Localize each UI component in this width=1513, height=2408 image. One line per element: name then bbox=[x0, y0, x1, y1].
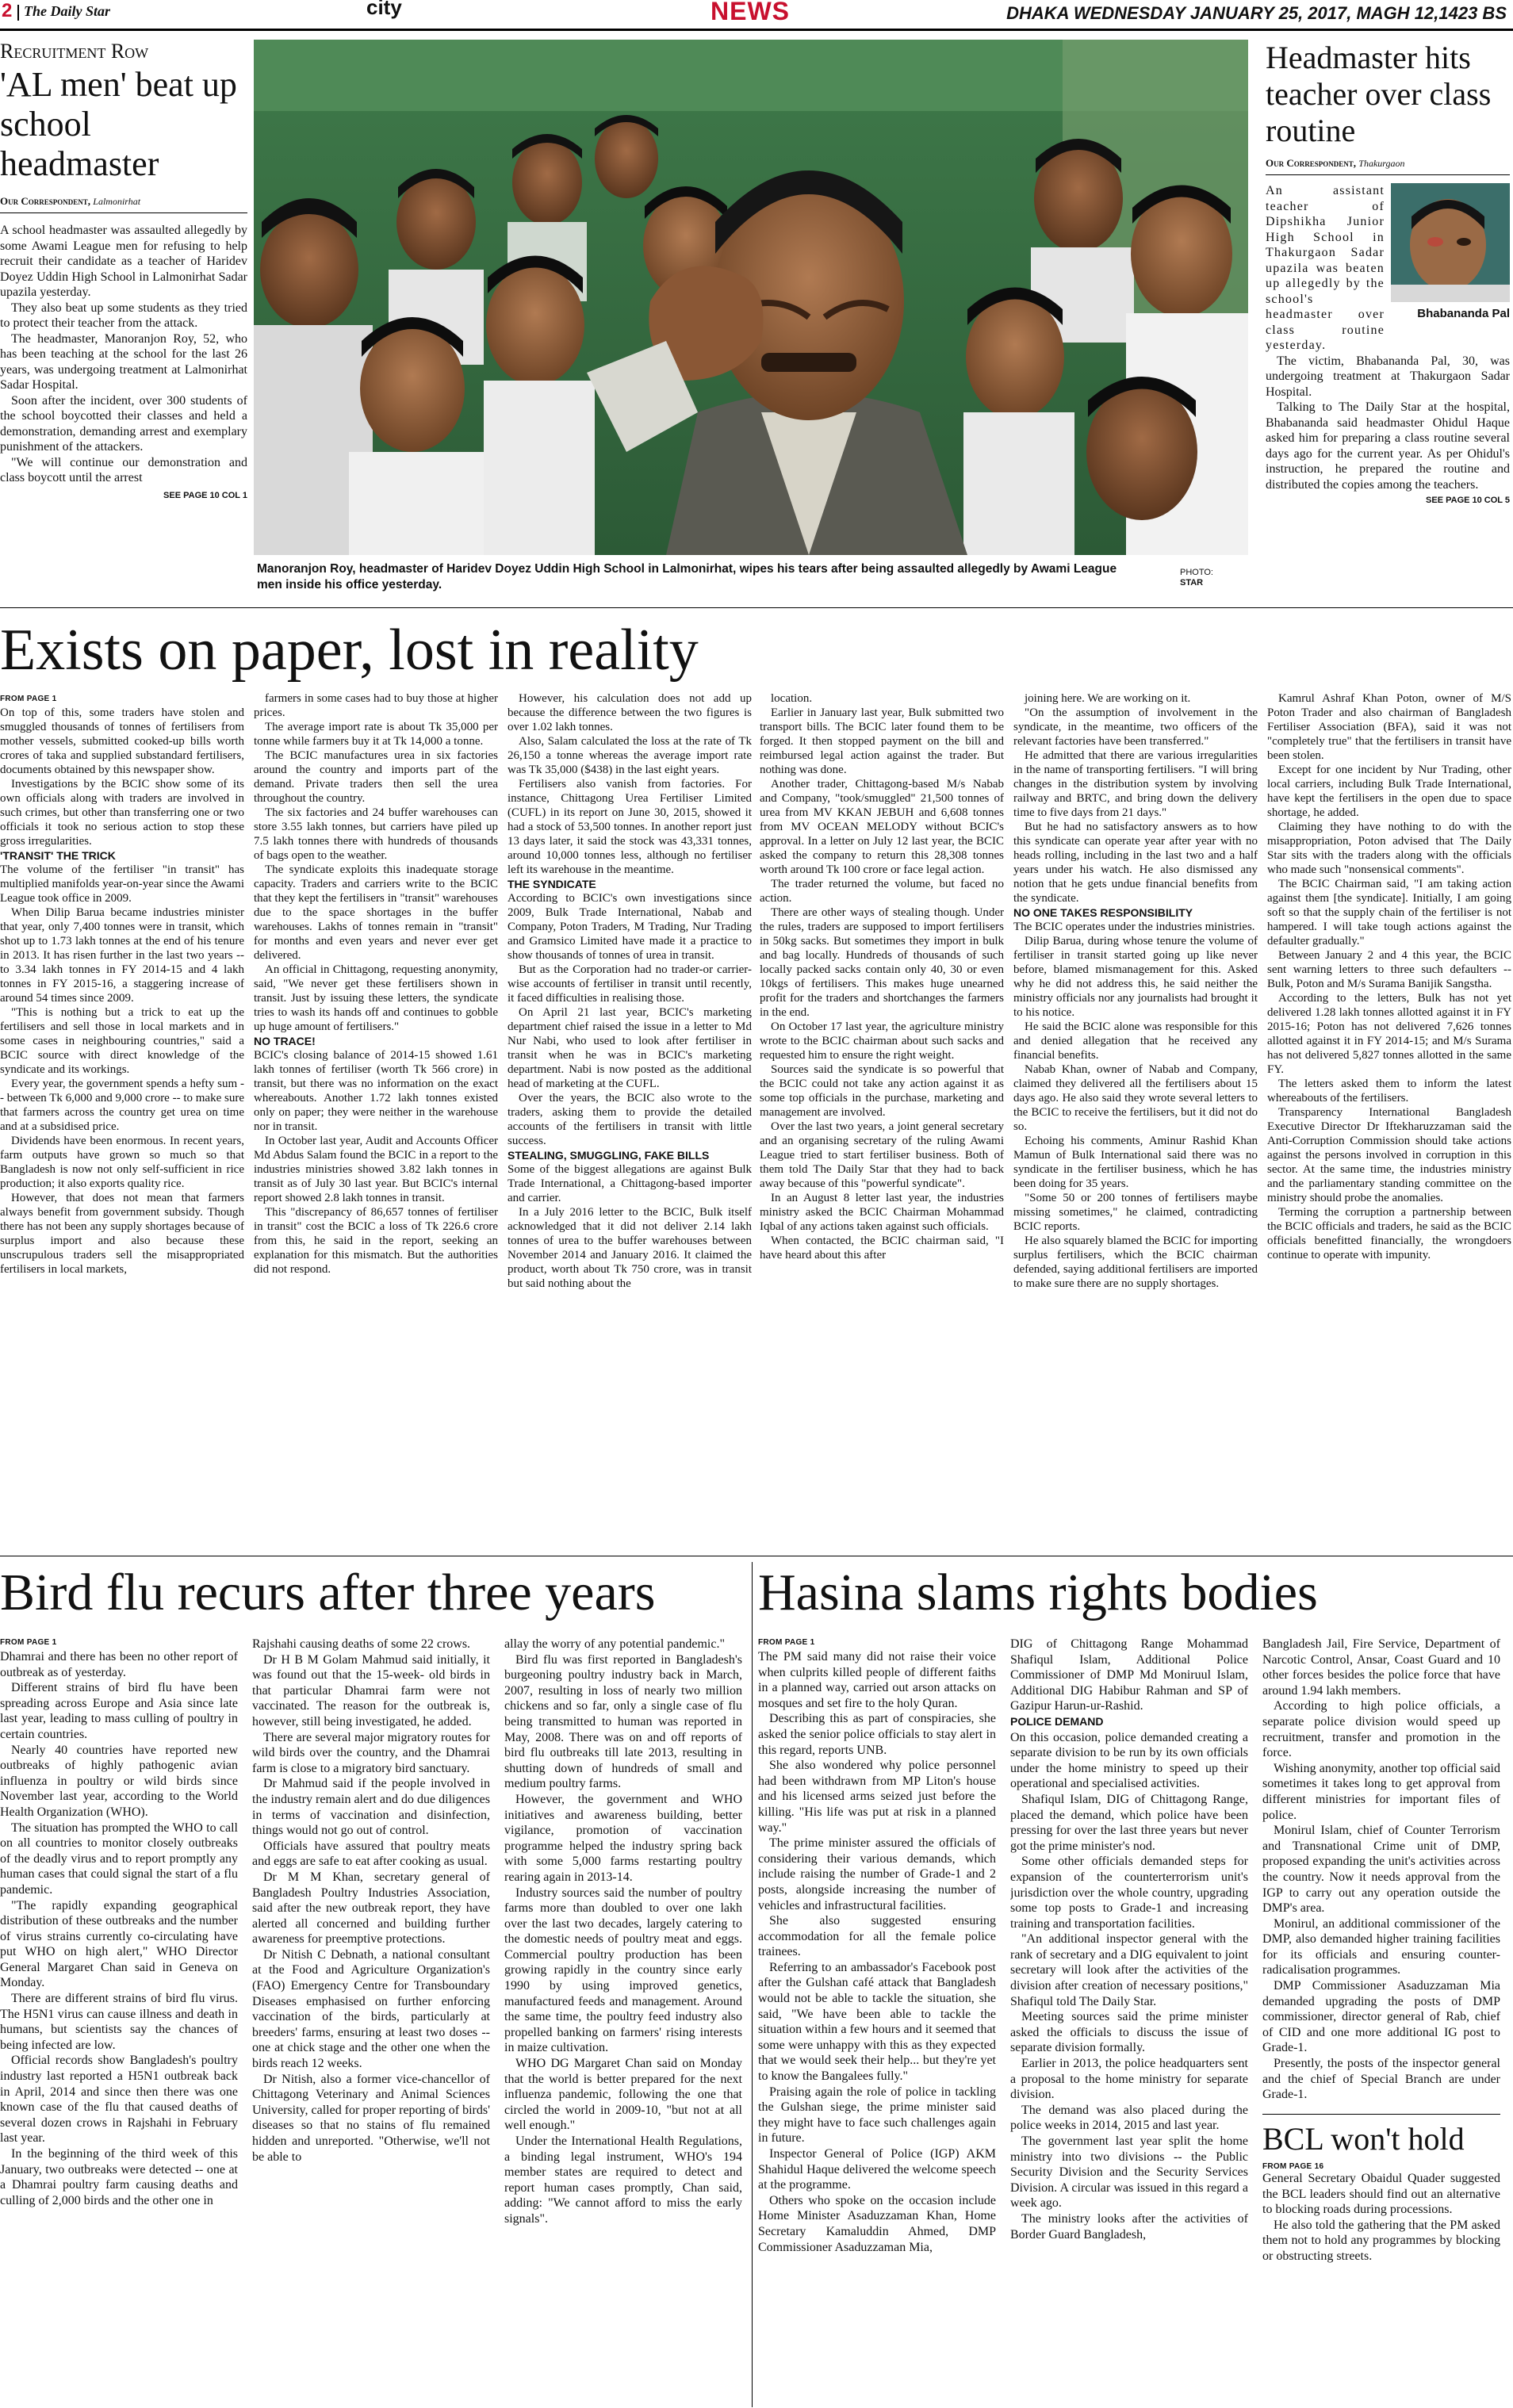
body-paragraph: The trader returned the volume, but faced no action. bbox=[760, 878, 1004, 905]
body-paragraph: In an August 8 letter last year, the industries ministry asked the BCIC Chairman Mohammad Iqbal of any actions taken against such officials. bbox=[760, 1192, 1004, 1233]
body-paragraph: joining here. We are working on it. bbox=[1025, 692, 1191, 705]
photo-credit-source: STAR bbox=[1180, 578, 1204, 588]
body-paragraph: The letters asked them to inform the latest whereabouts of the fertilisers. bbox=[1267, 1078, 1511, 1104]
body-paragraph: Earlier in January last year, Bulk submitted two transport bills. The BCIC later found them to be forged. It then stopped payment on the bill and reimbursed legal action against the trader. But nothing was done. bbox=[760, 706, 1004, 776]
body-paragraph: Echoing his comments, Aminur Rashid Khan Mamun of Bulk International said there was no syndicate in the fertiliser business, which he has been doing for 35 years. bbox=[1013, 1135, 1258, 1190]
body-paragraph: An assistant teacher of Dipshikha Junior High School in Thakurgaon Sadar upazila was beaten up allegedly by the school's headmaster over class routine yesterday. bbox=[1266, 184, 1385, 352]
body-paragraph: Nearly 40 countries have reported new outbreaks of highly pathogenic avian influenza in poultry or wild birds since November last year, according to the World Health Organization (WHO). bbox=[0, 1743, 238, 1819]
body-paragraph: The BCIC operates under the industries ministries. bbox=[1013, 921, 1255, 933]
story-column bbox=[504, 1637, 742, 2406]
body-paragraph: Dr M M Khan, secretary general of Bangladesh Poultry Industries Association, said after the new outbreak report, they have alerted all concerned and building further awareness for preemptive protections. bbox=[252, 1870, 490, 1947]
body-paragraph: An official in Chittagong, requesting anonymity, said, "We never get these fertilisers shown in transit. Just by issuing these letters, the syndicate tries to wash its hands off and continues to gobble up huge amount of fertilisers." bbox=[254, 963, 498, 1033]
paper-name-logo: The Daily Star bbox=[24, 3, 111, 19]
body-paragraph: This "discrepancy of 86,657 tonnes of fertiliser in transit" cost the BCIC a loss of Tk 226.6 crore from this, he said in the report, seeking an explanation for this mismatch. But the authorities did not respond. bbox=[254, 1206, 498, 1276]
body-paragraph: Different strains of bird flu have been spreading across Europe and Asia since late last year, leading to mass culling of poultry in certain countries. bbox=[0, 1681, 238, 1741]
body-paragraph: "Some 50 or 200 tonnes of fertilisers maybe missing sometimes," he claimed, contradicting BCIC reports. bbox=[1013, 1192, 1258, 1233]
page-number: 2 bbox=[2, 0, 13, 21]
body-paragraph: A school headmaster was assaulted allegedly by some Awami League men for refusing to help recruit their candidate as a teacher of Haridev Doyez Uddin High School in Lalmonirhat Sadar upazila yesterday. bbox=[0, 224, 247, 299]
body-paragraph: The government last year split the home ministry into two divisions -- the Public Security Division and the Security Services Division. A circular was issued in this regard a week ago. bbox=[1010, 2134, 1248, 2211]
body-paragraph: There are several major migratory routes for wild birds over the country, and the Dhamrai farm is close to a migratory bird sanctuary. bbox=[252, 1730, 490, 1775]
portrait-photo bbox=[1391, 183, 1510, 320]
section-subhead: 'TRANSIT' THE TRICK bbox=[0, 849, 116, 862]
body-paragraph: The ministry looks after the activities of Border Guard Bangladesh, bbox=[1010, 2211, 1248, 2241]
story-column bbox=[254, 691, 498, 1548]
story-byline bbox=[1266, 157, 1510, 175]
main-photo bbox=[254, 40, 1248, 555]
story-column bbox=[252, 1637, 490, 2406]
body-paragraph: On April 21 last year, BCIC's marketing department chief raised the issue in a letter to Md Nur Nabi, who used to look after fertiliser in transit when he was in BCIC's marketing department. Nabi is now posted as the additional head of marketing at the CUFL. bbox=[508, 1006, 752, 1090]
body-paragraph: But he had no satisfactory answers as to how this syndicate can operate year after year with no heads rolling, including in the last two and a half years under his watch. He also dismissed any notion that he gets undue financial benefits from the syndicate. bbox=[1013, 821, 1258, 905]
body-paragraph: "The rapidly expanding geographical distribution of these outbreaks and the number of virus strains currently co-circulating have put WHO on high alert," WHO Director General Margaret Chan said in Geneva on Monday. bbox=[0, 1898, 238, 1990]
body-paragraph: Another trader, Chittagong-based M/s Nabab and Company, "took/smuggled" 21,500 tonnes of urea from MV KKAN JEBUH and 6,608 tonnes from MV OCEAN MELODY without BCIC's approval. In a letter on July 12 last year, the BCIC asked the company to return this 28,308 tonnes worth around Tk 100 crore or face legal action. bbox=[760, 778, 1004, 876]
story-column bbox=[0, 706, 244, 1548]
from-page-label: FROM PAGE 1 bbox=[758, 1638, 815, 1647]
body-paragraph: There are other ways of stealing though. Under the rules, traders are supposed to import fertilisers in 50kg sacks. But sometimes they import in bulk and bag locally. Hundreds of thousands of such locally packed sacks contain only 40, 30 or even 10kgs of fertilisers. This makes huge unearned profit for the traders and shortchanges the farmers in the end. bbox=[760, 906, 1004, 1019]
story-column bbox=[1262, 1637, 1500, 2111]
body-paragraph: Except for one incident by Nur Trading, other local carriers, including Bulk Trade International, have kept the fertilisers in the open due to space shortage, he added. bbox=[1267, 764, 1511, 819]
body-paragraph: Describing this as part of conspiracies, she asked the senior police officials to stay alert in this regard, reports UNB. bbox=[758, 1712, 996, 1757]
body-paragraph: farmers in some cases had to buy those at higher prices. bbox=[254, 692, 498, 719]
body-paragraph: Every year, the government spends a hefty sum -- between Tk 6,000 and 9,000 crore -- to make sure that farmers across the country get urea on time and at a subsidised price. bbox=[0, 1078, 244, 1133]
story-headline: 'AL men' beat up school headmaster bbox=[0, 65, 237, 183]
body-paragraph: "An additional inspector general with the rank of secretary and a DIG equivalent to joint secretary will look after the activities of the division after creation of necessary positions," Shafiqul told The Daily Star. bbox=[1010, 1932, 1248, 2008]
section-center: NEWS bbox=[711, 0, 790, 25]
body-paragraph: "On the assumption of involvement in the syndicate, in the meantime, two officers of the relevant factories have been transferred." bbox=[1013, 706, 1258, 748]
body-paragraph: DIG of Chittagong Range Mohammad Shafiqul Islam, Additional Police Commissioner of DMP Md Moniruul Islam, Additional DIG Habibur Rahman and SP of Gazipur Harun-ur-Rashid. bbox=[1010, 1637, 1248, 1713]
section-subhead: NO TRACE! bbox=[254, 1035, 316, 1047]
body-paragraph: On October 17 last year, the agriculture ministry wrote to the BCIC chairman about such sacks and requested him to ensure the right weight. bbox=[760, 1020, 1004, 1062]
body-paragraph: Soon after the incident, over 300 students of the school boycotted their classes and held a demonstration, demanding arrest and exemplary punishment of the attackers. bbox=[0, 393, 247, 454]
story-column bbox=[1013, 691, 1258, 1548]
body-paragraph: Rajshahi causing deaths of some 22 crows. bbox=[252, 1637, 471, 1651]
body-paragraph: Talking to The Daily Star at the hospital, Bhabananda said headmaster Ohidul Haque asked him for preparing a class routine several days ago for the current year. As per Ohidul's instruction, he prepared the routine and distributed the copies among the teachers. bbox=[1266, 400, 1510, 492]
story-column bbox=[1267, 691, 1511, 1548]
photo-caption: Manoranjon Roy, headmaster of Haridev Doyez Uddin High School in Lalmonirhat, wipes his tears after being assaulted allegedly by Awami League men inside his office yesterday. bbox=[257, 562, 1117, 591]
body-paragraph: Dividends have been enormous. In recent years, farm outputs have grown so much so that Bangladesh is now not only self-sufficient in rice production; it also exports quality rice. bbox=[0, 1135, 244, 1190]
body-paragraph: In the beginning of the third week of this January, two outbreaks were detected -- one at a Dhamrai poultry farm causing deaths and culling of 2,000 birds and the other one in bbox=[0, 2147, 238, 2207]
section-subhead: STEALING, SMUGGLING, FAKE BILLS bbox=[508, 1149, 710, 1162]
body-paragraph: General Secretary Obaidul Quader suggested the BCL leaders should find out an alternative to blocking roads during processions. bbox=[1262, 2172, 1500, 2217]
byline-author: Our Correspondent, bbox=[0, 195, 91, 207]
portrait-bhabananda-illustration bbox=[1391, 183, 1510, 302]
body-paragraph: Shafiqul Islam, DIG of Chittagong Range, placed the demand, which police have been pressing for over the last three years but never got the prime minister's nod. bbox=[1010, 1792, 1248, 1853]
story-headline-bird-flu: Bird flu recurs after three years bbox=[0, 1564, 656, 1621]
body-paragraph: Over the last two years, a joint general secretary and an organising secretary of the ruling Awami League tried to start fertiliser business. Both of them told The Daily Star that they had to back away because of this "powerful syndicate". bbox=[760, 1120, 1004, 1190]
body-paragraph: Officials have assured that poultry meats and eggs are safe to eat after cooking as usual. bbox=[252, 1839, 490, 1869]
body-paragraph: Dr Nitish C Debnath, a national consultant at the Food and Agriculture Organization's (FAO) Emergency Centre for Transboundary Diseases emphasised on further enforcing vaccination of the birds, particularly at breeders' farms, ensuring at least two doses -- one at chick stage and the other one when the birds reach 12 weeks. bbox=[252, 1947, 490, 2071]
body-paragraph: He said the BCIC alone was responsible for this and denied allegation that he received any financial benefits. bbox=[1013, 1020, 1258, 1062]
story-bird-flu-body bbox=[0, 1637, 745, 2406]
body-paragraph: Fertilisers also vanish from factories. For instance, Chittagong Urea Fertiliser Limited (CUFL) in its report on June 30, 2015, showed it had a stock of 53,500 tonnes. In another report just 13 days later, it said the stock was 43,331 tonnes, around 10,000 tonnes less, although no fertiliser left its warehouse in the meantime. bbox=[508, 778, 752, 876]
from-page-label: FROM PAGE 1 bbox=[0, 1638, 57, 1647]
story-fertiliser-body bbox=[0, 691, 1513, 1549]
story-body bbox=[0, 223, 247, 486]
body-paragraph: Inspector General of Police (IGP) AKM Shahidul Haque delivered the welcome speech at the programme. bbox=[758, 2147, 996, 2192]
body-paragraph: Bangladesh Jail, Fire Service, Department of Narcotic Control, Ansar, Coast Guard and 10 other forces besides the police force that have around 1.94 lakh members. bbox=[1262, 1637, 1500, 1698]
body-paragraph: Dr H B M Golam Mahmud said initially, it was found out that the 15-week- old birds in that particular Dhamrai farm were not vaccinated. The reason for the outbreak is, however, still being investigated, he added. bbox=[252, 1652, 490, 1728]
portrait-caption: Bhabananda Pal bbox=[1417, 307, 1510, 320]
body-paragraph: When Dilip Barua became industries minister that year, only 7,400 tonnes were in transit, which shot up to 1.73 lakh tonnes at the end of his tenure in 2013. It has risen further in the last two years -- to 3.34 lakh tonnes in FY 2014-15 and 4 lakh tonnes in FY 2015-16, a staggering increase of around 54 times since 2009. bbox=[0, 906, 244, 1005]
body-paragraph: location. bbox=[771, 692, 813, 705]
body-paragraph: Praising again the role of police in tackling the Gulshan siege, the prime minister said they might have to face such challenges again in future. bbox=[758, 2085, 996, 2146]
story-bcl bbox=[1262, 2114, 1500, 2406]
story-column bbox=[760, 691, 1004, 1548]
story-body bbox=[1262, 2171, 1500, 2264]
story-column bbox=[508, 691, 752, 1548]
body-paragraph: Industry sources said the number of poultry farms more than doubled to over one lakh over the last two decades, largely catering to the domestic needs of poultry meat and eggs. Commercial poultry production has been growing rapidly in the country since early 1990 by using improved genetics, manufactured feeds and management. Around the same time, the poultry feed industry also propelled banking on farmers' rising interests in maize cultivation. bbox=[504, 1885, 742, 2055]
story-headline: Headmaster hits teacher over class routine bbox=[1266, 40, 1492, 148]
body-paragraph: Also, Salam calculated the loss at the rate of Tk 26,150 a tonne whereas the average import rate was Tk 35,000 ($438) in the last eight years. bbox=[508, 735, 752, 776]
from-page-label: FROM PAGE 1 bbox=[0, 695, 57, 703]
body-paragraph: Earlier in 2013, the police headquarters sent a proposal to the home ministry for separate division. bbox=[1010, 2057, 1248, 2102]
from-page-label: FROM PAGE 16 bbox=[1262, 2162, 1324, 2171]
story-column bbox=[0, 1649, 238, 2406]
body-paragraph: Others who spoke on the occasion include Home Minister Asaduzzaman Khan, Home Secretary Kamaluddin Ahmed, DMP Commissioner Asaduzzaman Mia, bbox=[758, 2193, 996, 2254]
body-paragraph: Over the years, the BCIC also wrote to the traders, asking them to provide the detailed accounts of the fertilisers in transit with little success. bbox=[508, 1092, 752, 1147]
photo-credit-label: PHOTO: bbox=[1180, 568, 1213, 577]
body-paragraph: However, the government and WHO initiatives and awareness building, better vigilance, promotion of vaccination programme helped the industry spring back with some 5,000 farms restarting poultry rearing again in 2013-14. bbox=[504, 1792, 742, 1884]
body-paragraph: When contacted, the BCIC chairman said, "I have heard about this after bbox=[760, 1235, 1004, 1261]
body-paragraph: The PM said many did not raise their voice when culprits killed people of different faiths in a planned way, carried out arson attacks on mosques and set fire to the holy Quran. bbox=[758, 1650, 996, 1710]
body-paragraph: Between January 2 and 4 this year, the BCIC sent warning letters to three such defaulters -- Bulk, Poton and M/s Surama Banijik Sangstha. bbox=[1267, 949, 1511, 990]
body-paragraph: Dhamrai and there has been no other report of outbreak as of yesterday. bbox=[0, 1650, 238, 1679]
byline-author: Our Correspondent, bbox=[1266, 157, 1357, 169]
body-paragraph: However, his calculation does not add up because the difference between the two figures is over 1.02 lakh tonnes. bbox=[508, 692, 752, 733]
story-headline-hasina: Hasina slams rights bodies bbox=[758, 1564, 1318, 1621]
body-paragraph: They also beat up some students as they tried to protect their teacher from the attack. bbox=[0, 301, 247, 330]
story-column bbox=[758, 1649, 996, 2406]
body-paragraph: On this occasion, police demanded creating a separate division to be run by its own officials under the home ministry to speed up their operational and specialised activities. bbox=[1010, 1730, 1248, 1791]
body-paragraph: The victim, Bhabananda Pal, 30, was undergoing treatment at Thakurgaon Sadar Hospital. bbox=[1266, 354, 1510, 399]
body-paragraph: Nabab Khan, owner of Nabab and Company, claimed they delivered all the fertilisers about 15 days ago. He also said they wrote several letters to the BCIC to receive the fertilisers, but it did not do so. bbox=[1013, 1063, 1258, 1133]
story-headline-fertiliser: Exists on paper, lost in reality bbox=[0, 618, 699, 683]
body-paragraph: Kamrul Ashraf Khan Poton, owner of M/S Poton Trader and also chairman of Bangladesh Fertiliser Association (BFA), said it was not "completely true" that the fertilisers in transit have been stolen. bbox=[1267, 692, 1511, 762]
body-paragraph: He also squarely blamed the BCIC for importing surplus fertilisers, which the BCIC chairman defended, saying additional fertilisers are imported to make sure there are no supply shortages. bbox=[1013, 1235, 1258, 1290]
dateline: DHAKA WEDNESDAY JANUARY 25, 2017, MAGH 12,1423 BS bbox=[1006, 3, 1507, 23]
see-page-link[interactable]: SEE PAGE 10 COL 5 bbox=[1426, 496, 1510, 505]
body-paragraph: Presently, the posts of the inspector general and the chief of Special Branch are under Grade-1. bbox=[1262, 2057, 1500, 2102]
body-paragraph: The headmaster, Manoranjon Roy, 52, who has been teaching at the school for the last 26 years, was undergoing treatment at Lalmonirhat Sadar Hospital. bbox=[0, 331, 247, 392]
body-paragraph: He also told the gathering that the PM asked them not to hold any programmes by blocking or obstructing streets. bbox=[1262, 2218, 1500, 2263]
body-paragraph: However, that does not mean that farmers always benefit from government subsidy. Though there has not been any supply shortages because of surplus import and also because these unscrupulous traders sell the misappropriated fertilisers in local markets, bbox=[0, 1192, 244, 1276]
body-paragraph: Dr Mahmud said if the people involved in the industry remain alert and do due diligences in terms of vaccination and disinfection, things would not go out of control. bbox=[252, 1777, 490, 1838]
body-paragraph: WHO DG Margaret Chan said on Monday that the world is better prepared for the next influenza pandemic, following the one that circled the world in 2009-10, "but not at all well enough." bbox=[504, 2057, 742, 2133]
body-paragraph: Some other officials demanded steps for expansion of the counterterrorism unit's jurisdiction over the whole country, upgrading some top posts to Grade-1 and increasing training and transportation facilities. bbox=[1010, 1855, 1248, 1931]
page-number-divider bbox=[17, 5, 19, 21]
body-paragraph: Meeting sources said the prime minister asked the officials to discuss the issue of separate division formally. bbox=[1010, 2010, 1248, 2055]
body-paragraph: Dilip Barua, during whose tenure the volume of fertiliser in transit started going up like never before, blamed mismanagement for this. Asked why he did not address this, he said neither the ministry officials nor any journalists had brought it to his notice. bbox=[1013, 935, 1258, 1019]
body-paragraph: Investigations by the BCIC show some of its own officials along with traders are involved in such crimes, but other than transferring one or two officials it took no serious action to stop these gross irregularities. bbox=[0, 778, 244, 848]
body-paragraph: The prime minister assured the officials of considering their various demands, which include raising the number of Grade-1 and 2 posts, alongside increasing the number of vehicles and infrastructural facilities. bbox=[758, 1836, 996, 1912]
body-paragraph: The BCIC Chairman said, "I am taking action against them [the syndicate]. Initially, I am going soft so that the supply chain of the fertiliser is not hampered. I will take tough actions against the defaulter gradually." bbox=[1267, 878, 1511, 948]
body-paragraph: Monirul Islam, chief of Counter Terrorism and Transnational Crime unit of DMP, proposed expanding the unit's activities across the country. Now it needs approval from the IGP to carry out any operation outside the DMP's area. bbox=[1262, 1824, 1500, 1916]
section-subhead: THE SYNDICATE bbox=[508, 878, 596, 890]
body-paragraph: Claiming they have nothing to do with the misappropriation, Poton advised that The Daily Star sits with the traders along with the officials who made such "nonsensical comments". bbox=[1267, 821, 1511, 876]
body-paragraph: Some of the biggest allegations are against Bulk Trade International, a Chittagong-based importer and carrier. bbox=[508, 1163, 752, 1204]
body-paragraph: She also wondered why police personnel had been withdrawn from MP Liton's house and his licensed arms seized just before the killing. "His life was put at risk in a planned way." bbox=[758, 1759, 996, 1835]
body-paragraph: On top of this, some traders have stolen and smuggled thousands of tonnes of fertilisers from mother vessels, submitted cooked-up bills worth crores of taka and supplied substandard fertilisers, documents obtained by this newspaper show. bbox=[0, 706, 244, 776]
story-column bbox=[1010, 1637, 1248, 2406]
body-paragraph: allay the worry of any potential pandemic." bbox=[504, 1637, 725, 1651]
body-paragraph: Monirul, an additional commissioner of the DMP, also demanded higher training facilities for its officials and ensuring counter-radicalisation programmes. bbox=[1262, 1916, 1500, 1977]
body-paragraph: Terming the corruption a partnership between the BCIC officials and traders, he said as the BCIC officials benefitted financially, the wrongdoers continue to operate with impunity. bbox=[1267, 1206, 1511, 1261]
section-subhead: POLICE DEMAND bbox=[1010, 1714, 1104, 1728]
section-divider bbox=[0, 607, 1513, 608]
body-paragraph: Bird flu was first reported in Bangladesh's burgeoning poultry industry back in March, 2007, resulting in loss of nearly two million chickens and so far, only a single case of flu being transmitted to human was reported in May, 2008. There was on and off reports of bird flu outbreaks till late 2013, resulting in shutting down of hundreds of small and medium poultry farms. bbox=[504, 1652, 742, 1791]
body-paragraph: "This is nothing but a trick to eat up the fertilisers and sell those in local markets and in some cases in neighbouring countries," said a BCIC source with direct knowledge of the syndicate and its workings. bbox=[0, 1006, 244, 1076]
body-paragraph: In a July 2016 letter to the BCIC, Bulk itself acknowledged that it did not deliver 2.14 lakh tonnes of urea to the buffer warehouses between November 2014 and January 2016. It claimed the product, worth about Tk 750 crore, was in transit but said nothing about the bbox=[508, 1206, 752, 1290]
body-paragraph: He admitted that there are various irregularities in the name of transporting fertilisers. "I will bring changes in the distribution system by involving railway and BRTC, and bring down the delivery time to five days from 21 days." bbox=[1013, 749, 1258, 819]
body-paragraph: Dr Nitish, also a former vice-chancellor of Chittagong Veterinary and Animal Sciences University, called for proper reporting of birds' diseases so that no stains of flu remained hidden and unreported. "Otherwise, we'll not be able to bbox=[252, 2072, 490, 2164]
body-paragraph: The syndicate exploits this inadequate storage capacity. Traders and carriers write to the BCIC that they kept the fertilisers in "transit" warehouses due to the space shortages in the buffer warehouses. Lakhs of tonnes remain in "transit" for months and even years and never ever get delivered. bbox=[254, 863, 498, 962]
story-headmaster-hits bbox=[1266, 40, 1510, 603]
body-paragraph: Sources said the syndicate is so powerful that the BCIC could not take any action against it as some top officials in the purchase, marketing and management are involved. bbox=[760, 1063, 1004, 1119]
story-separator bbox=[1262, 2114, 1500, 2115]
body-paragraph: Wishing anonymity, another top official said sometimes it takes long to get approval from different ministries for important files of police. bbox=[1262, 1761, 1500, 1822]
section-subhead: NO ONE TAKES RESPONSIBILITY bbox=[1013, 906, 1193, 919]
photo-headmaster-illustration bbox=[254, 40, 1248, 555]
body-paragraph: Transparency International Bangladesh Executive Director Dr Iftekharuzzaman said the Anti-Corruption Commission should take actions against the persons involved in corruption in this sector. At the same time, the industries ministry and the parliamentary standing committee on the ministry should probe the anomalies. bbox=[1267, 1106, 1511, 1204]
column-divider bbox=[752, 1562, 753, 2407]
section-left: city bbox=[366, 0, 402, 19]
body-paragraph: BCIC's closing balance of 2014-15 showed 1.61 lakh tonnes of fertiliser (worth Tk 566 crore) in transit, but there was no information on the exact whereabouts. Another 1.72 lakh tonnes existed only on paper; they were neither in the warehouse nor in transit. bbox=[254, 1049, 498, 1133]
masthead bbox=[0, 0, 1513, 29]
story-hasina-body bbox=[758, 1637, 1513, 2406]
byline-place: Lalmonirhat bbox=[93, 196, 141, 207]
body-paragraph: The BCIC manufactures urea in six factories around the country and imports part of the demand. Private traders then sell the urea throughout the country. bbox=[254, 749, 498, 805]
byline-place: Thakurgaon bbox=[1358, 158, 1405, 169]
story-headline: BCL won't hold bbox=[1262, 2121, 1465, 2157]
body-paragraph: According to high police officials, a separate police division would speed up recruitment, transfer and promotion in the force. bbox=[1262, 1699, 1500, 1760]
body-paragraph: She also suggested ensuring accommodation for all the female police trainees. bbox=[758, 1914, 996, 1959]
body-paragraph: Referring to an ambassador's Facebook post after the Gulshan café attack that Bangladesh would not be able to tackle the situation, she said, "We have been able to tackle the situation within a few hours and it seemed that some were unhappy with this as they expected that we would seek their help... but they're yet to know the Bangalees fully." bbox=[758, 1960, 996, 2084]
photo-credit bbox=[1180, 568, 1213, 588]
body-paragraph: In October last year, Audit and Accounts Officer Md Abdus Salam found the BCIC in a report to the industries ministries showed 3.82 lakh tonnes in transit as of July 30 last year. But BCIC's internal report showed 2.8 lakh tonnes in transit. bbox=[254, 1135, 498, 1204]
body-paragraph: According to BCIC's own investigations since 2009, Bulk Trade International, Nabab and Company, Poton Traders, M Trading, Nur Trading and Gramsico Limited have made it a practice to show thousands of tonnes of urea in transit. bbox=[508, 892, 752, 962]
body-paragraph: Official records show Bangladesh's poultry industry last reported a H5N1 outbreak back in April, 2014 and since then there was one known case of the flu that caused deaths of several dozen crows in Rajshahi in February last year. bbox=[0, 2054, 238, 2146]
body-paragraph: Under the International Health Regulations, a binding legal instrument, WHO's 194 member states are required to detect and report human cases promptly, Chan said, adding: "We cannot afford to miss the early signals". bbox=[504, 2134, 742, 2226]
body-paragraph: There are different strains of bird flu virus. The H5N1 virus can cause illness and death in humans, but scientists say the chances of being infected are low. bbox=[0, 1992, 238, 2052]
story-kicker: Recruitment Row bbox=[0, 40, 149, 63]
body-paragraph: The demand was also placed during the police weeks in 2014, 2015 and last year. bbox=[1010, 2103, 1248, 2133]
body-paragraph: "We will continue our demonstration and class boycott until the arrest bbox=[0, 455, 247, 484]
body-paragraph: The situation has prompted the WHO to call on all countries to monitor closely outbreaks of the deadly virus and to report promptly any human cases that could signal the start of a flu pandemic. bbox=[0, 1820, 238, 1897]
body-paragraph: According to the letters, Bulk has not yet delivered 1.28 lakh tonnes allotted against it in FY 2015-16; Poton has not delivered 7,626 tonnes allotted against it in FY 2014-15; and M/s Surama has not delivered 5,827 tonnes allotted in the same FY. bbox=[1267, 992, 1511, 1076]
body-paragraph: But as the Corporation had no trader-or carrier-wise accounts of fertiliser in transit until recently, it faced difficulties in realising those. bbox=[508, 963, 752, 1005]
story-byline bbox=[0, 195, 247, 213]
body-paragraph: The six factories and 24 buffer warehouses can store 3.55 lakh tonnes, but carriers have piled up 7.5 lakh tonnes there with hundreds of thousands of bags open to the weather. bbox=[254, 806, 498, 862]
see-page-link[interactable]: SEE PAGE 10 COL 1 bbox=[163, 490, 247, 500]
body-paragraph: The volume of the fertiliser "in transit" has multiplied manifolds year-on-year since the Awami League took office in 2009. bbox=[0, 863, 244, 905]
masthead-rule bbox=[0, 29, 1513, 31]
body-paragraph: The average import rate is about Tk 35,000 per tonne while farmers buy it at Tk 14,000 a tonne. bbox=[254, 721, 498, 748]
body-paragraph: DMP Commissioner Asaduzzaman Mia demanded upgrading the posts of DMP commissioner, director general of Rab, chief of CID and one more additional IG post to Grade-1. bbox=[1262, 1979, 1500, 2055]
story-al-men bbox=[0, 40, 247, 603]
